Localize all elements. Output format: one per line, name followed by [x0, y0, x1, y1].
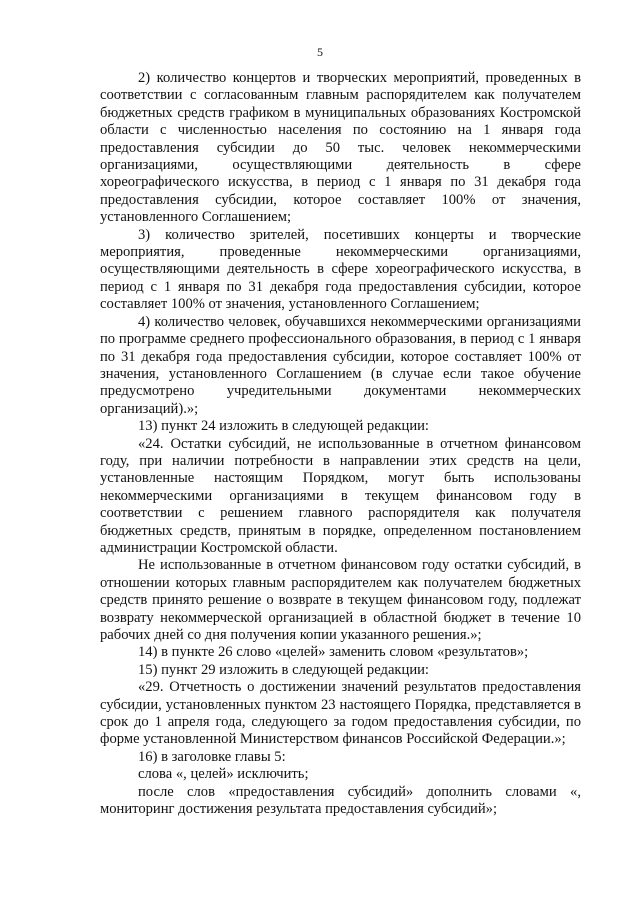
paragraph-add-words: после слов «предоставления субсидий» дополнить словами «, мониторинг достижения результата предоставления субсидий»; — [100, 783, 581, 818]
document-body — [100, 70, 581, 818]
paragraph-item-4: 4) количество человек, обучавшихся некоммерческими организациями по программе среднего профессионального образования, в период с 1 января по 31 декабря года предоставления субсидии, которое составляет 100% от значения, установленного Соглашением (в случае если такое обучение предусмотрено учредительными документами некоммерческих организаций).»; — [100, 313, 581, 417]
paragraph-clause-29: «29. Отчетность о достижении значений результатов предоставления субсидии, установленных пунктом 23 настоящего Порядка, представляется в срок до 1 апреля года, следующего за годом предоставления субсидии, по форме установленной Министерством финансов Российской Федерации.»; — [100, 679, 581, 748]
paragraph-remove-words: слова «, целей» исключить; — [138, 766, 309, 783]
paragraph-clause-24: «24. Остатки субсидий, не использованные в отчетном финансовом году, при наличии потребности в направлении этих средств на цели, установленные настоящим Порядком, могут быть использованы некоммерческими организациями в текущем финансовом году в соответствии с решением главного распорядителя как получателя бюджетных средств, принятым в порядке, определенном постановлением администрации Костромской области. — [100, 435, 581, 556]
paragraph-point-15: 15) пункт 29 изложить в следующей редакции: — [138, 661, 429, 678]
paragraph-unused-balances: Не использованные в отчетном финансовом году остатки субсидий, в отношении которых главным распорядителем как получателем бюджетных средств принято решение о возврате в текущем финансовом году, подлежат возврату некоммерческой организацией в областной бюджет в течение 10 рабочих дней со дня получения копии указанного решения.»; — [100, 557, 581, 643]
paragraph-item-2: 2) количество концертов и творческих мероприятий, проведенных в соответствии с согласованным главным распорядителем как получателем бюджетных средств графиком в муниципальных образованиях Костромской области с численностью населения по состоянию на 1 января года предоставления субсидии до 50 тыс. человек некоммерческими организациями, осуществляющими деятельность в сфере хореографического искусства, в период с 1 января по 31 декабря года предоставления субсидии, которое составляет 100% от значения, установленного Соглашением; — [100, 70, 581, 226]
paragraph-point-16: 16) в заголовке главы 5: — [138, 748, 286, 765]
page-number: 5 — [317, 45, 323, 59]
paragraph-item-3: 3) количество зрителей, посетивших концерты и творческие мероприятия, проведенные некоммерческими организациями, осуществляющими деятельность в сфере хореографического искусства, в период с 1 января по 31 декабря года предоставления субсидии, которое составляет 100% от значения, установленного Соглашением; — [100, 226, 581, 313]
paragraph-point-13: 13) пункт 24 изложить в следующей редакции: — [138, 418, 429, 435]
paragraph-point-14: 14) в пункте 26 слово «целей» заменить словом «результатов»; — [138, 644, 529, 661]
